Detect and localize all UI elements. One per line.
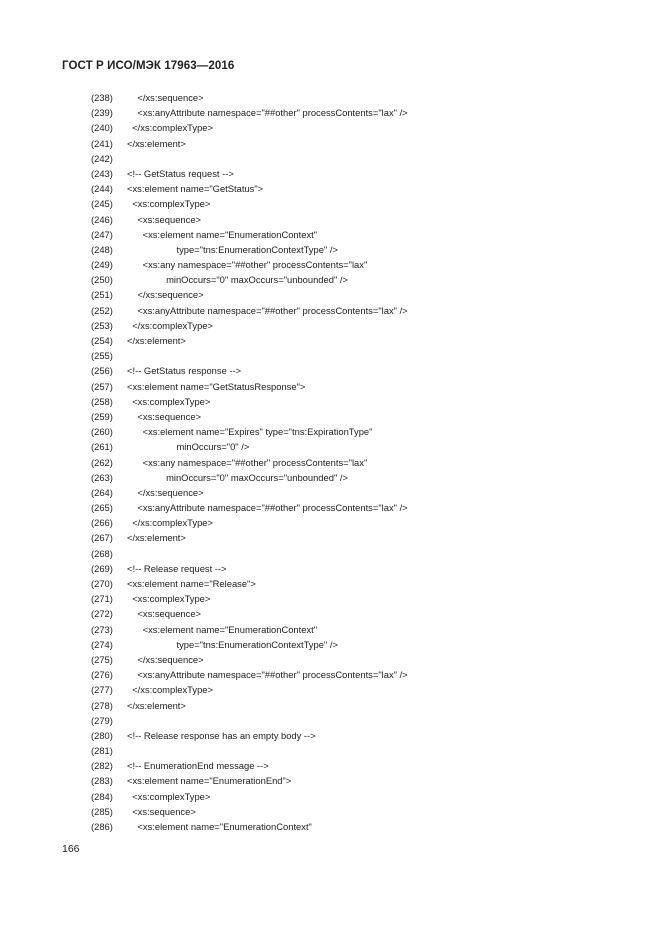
line-number: (274) [91,638,113,650]
code-line [0,90,661,105]
code-line [0,227,661,242]
line-number: (275) [91,653,113,665]
line-number: (273) [91,623,113,635]
code-line [0,667,661,682]
line-number: (286) [91,821,113,832]
line-number: (284) [91,790,113,802]
code-text: <!-- GetStatus response --> [127,365,242,377]
code-text: <!-- Release request --> [127,562,227,574]
code-text: </xs:element> [127,532,186,544]
line-number: (248) [91,243,113,255]
code-text: </xs:sequence> [127,653,204,665]
code-text: <xs:element name="GetStatusResponse"> [127,380,306,392]
code-text: <!-- Release response has an empty body --> [127,729,316,741]
code-line [0,576,661,591]
code-text: </xs:complexType> [127,319,213,331]
code-line [0,773,661,788]
code-text: <xs:element name="EnumerationContext" [127,228,318,240]
line-number: (242) [91,152,113,164]
line-number: (265) [91,502,113,514]
code-text: <xs:complexType> [127,395,211,407]
code-line [0,819,661,834]
line-number: (245) [91,198,113,210]
code-line [0,166,661,181]
code-line [0,333,661,348]
code-line [0,804,661,819]
code-line [0,272,661,287]
line-number: (280) [91,729,113,741]
code-line [0,652,661,667]
line-number: (267) [91,532,113,544]
code-line [0,606,661,621]
code-text: type="tns:EnumerationContextType" /> [127,243,338,255]
line-number: (262) [91,456,113,468]
code-text: <xs:complexType> [127,198,211,210]
code-line [0,530,661,545]
line-number: (239) [91,107,113,119]
line-number: (256) [91,365,113,377]
code-text: <xs:sequence> [127,213,202,225]
code-line [0,424,661,439]
code-text: <xs:any namespace="##other" processContents="lax" [127,456,368,468]
code-text: </xs:complexType> [127,684,213,696]
code-line [0,105,661,120]
code-line [0,637,661,652]
line-number: (250) [91,274,113,286]
code-line [0,698,661,713]
line-number: (279) [91,714,113,726]
code-line [0,212,661,227]
code-text: </xs:complexType> [127,122,213,134]
code-text: </xs:sequence> [127,92,204,103]
line-number: (277) [91,684,113,696]
page-number: 166 [62,843,80,855]
line-number: (246) [91,213,113,225]
code-line [0,713,661,728]
code-line [0,561,661,576]
code-line [0,409,661,424]
line-number: (270) [91,578,113,589]
code-text: </xs:element> [127,699,186,711]
code-line [0,500,661,515]
code-text: </xs:element> [127,335,186,346]
code-line [0,682,661,697]
document-header: ГОСТ Р ИСО/МЭК 17963—2016 [62,60,235,72]
code-line [0,318,661,333]
line-number: (253) [91,319,113,331]
code-line [0,196,661,211]
code-text: </xs:sequence> [127,486,204,498]
code-text: <xs:element name="Release"> [127,578,256,589]
code-text: <xs:element name="EnumerationContext" [127,821,312,832]
line-number: (268) [91,547,113,559]
code-line [0,348,661,363]
code-text: <xs:complexType> [127,593,211,605]
line-number: (285) [91,805,113,817]
line-number: (278) [91,699,113,711]
code-line [0,470,661,485]
line-number: (263) [91,471,113,483]
code-text: minOccurs="0" /> [127,441,250,453]
line-number: (255) [91,350,113,362]
code-text: <!-- GetStatus request --> [127,167,234,179]
code-line [0,257,661,272]
code-listing [0,90,661,834]
code-line [0,136,661,151]
line-number: (251) [91,289,113,301]
code-text: <xs:element name="GetStatus"> [127,183,264,195]
code-line [0,120,661,135]
line-number: (269) [91,562,113,574]
code-line [0,287,661,302]
code-text: <xs:sequence> [127,805,196,817]
line-number: (272) [91,608,113,620]
code-line [0,728,661,743]
line-number: (271) [91,593,113,605]
line-number: (240) [91,122,113,134]
code-text: <xs:anyAttribute namespace="##other" processContents="lax" /> [127,304,408,316]
code-text: </xs:element> [127,137,186,149]
line-number: (266) [91,517,113,529]
line-number: (261) [91,441,113,453]
code-line [0,394,661,409]
code-line [0,303,661,318]
code-text: <xs:element name="Expires" type="tns:ExpirationType" [127,426,373,438]
line-number: (238) [91,92,113,103]
code-text: <xs:element name="EnumerationEnd"> [127,775,292,787]
line-number: (257) [91,380,113,392]
code-text: minOccurs="0" maxOccurs="unbounded" /> [127,274,348,286]
line-number: (243) [91,167,113,179]
code-line [0,455,661,470]
code-line [0,485,661,500]
code-line [0,591,661,606]
line-number: (283) [91,775,113,787]
code-text: <xs:element name="EnumerationContext" [127,623,318,635]
code-text: minOccurs="0" maxOccurs="unbounded" /> [127,471,348,483]
code-line [0,515,661,530]
code-text: <xs:sequence> [127,608,202,620]
code-line [0,363,661,378]
code-line [0,789,661,804]
code-text: <xs:any namespace="##other" processContents="lax" [127,259,368,271]
code-line [0,546,661,561]
code-line [0,743,661,758]
line-number: (244) [91,183,113,195]
line-number: (276) [91,669,113,681]
code-text: <xs:anyAttribute namespace="##other" processContents="lax" /> [127,502,408,514]
code-text: <xs:anyAttribute namespace="##other" processContents="lax" /> [127,669,408,681]
line-number: (254) [91,335,113,346]
code-line [0,758,661,773]
line-number: (281) [91,745,113,757]
line-number: (260) [91,426,113,438]
code-line [0,622,661,637]
code-text: </xs:sequence> [127,289,204,301]
code-text: </xs:complexType> [127,517,213,529]
code-text: type="tns:EnumerationContextType" /> [127,638,338,650]
code-text: <!-- EnumerationEnd message --> [127,760,269,772]
line-number: (282) [91,760,113,772]
code-text: <xs:anyAttribute namespace="##other" processContents="lax" /> [127,107,408,119]
line-number: (247) [91,228,113,240]
code-text: <xs:complexType> [127,790,211,802]
code-line [0,379,661,394]
line-number: (252) [91,304,113,316]
line-number: (259) [91,410,113,422]
code-line [0,181,661,196]
code-line [0,151,661,166]
line-number: (249) [91,259,113,271]
line-number: (241) [91,137,113,149]
code-line [0,242,661,257]
line-number: (264) [91,486,113,498]
code-text: <xs:sequence> [127,410,202,422]
line-number: (258) [91,395,113,407]
code-line [0,439,661,454]
